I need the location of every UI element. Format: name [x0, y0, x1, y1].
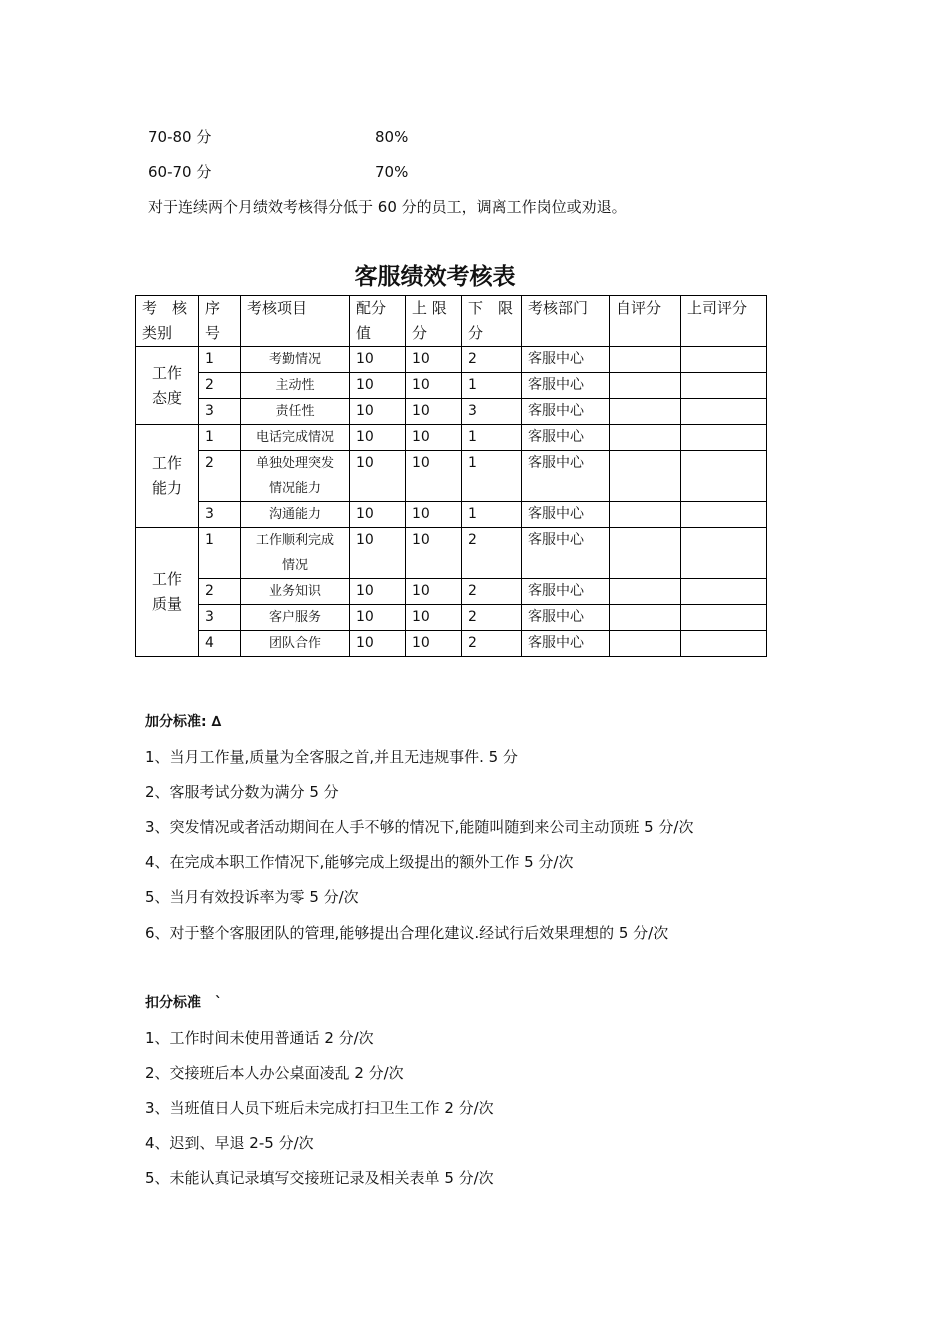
category-cell: 工作 能力 — [136, 425, 199, 528]
seq-cell: 3 — [199, 399, 241, 425]
dept-cell: 客服中心 — [522, 425, 610, 451]
self-score-cell — [610, 399, 681, 425]
seq-cell: 4 — [199, 631, 241, 657]
upper-cell: 10 — [406, 502, 462, 528]
self-score-cell — [610, 528, 681, 579]
bonus-item: 6、对于整个客服团队的管理,能够提出合理化建议.经试行后效果理想的 5 分/次 — [145, 924, 669, 942]
range-label: 60-70 分 — [148, 163, 212, 181]
self-score-cell — [610, 425, 681, 451]
table-row — [136, 347, 767, 373]
seq-cell: 2 — [199, 373, 241, 399]
header-seq: 序 号 — [199, 296, 241, 347]
table-body — [136, 347, 767, 657]
item-cell: 客户服务 — [241, 605, 350, 631]
table-row — [136, 631, 767, 657]
table-row — [136, 579, 767, 605]
lower-cell: 1 — [462, 451, 522, 502]
boss-score-cell — [681, 528, 767, 579]
header-self: 自评分 — [610, 296, 681, 347]
self-score-cell — [610, 451, 681, 502]
seq-cell: 1 — [199, 425, 241, 451]
upper-cell: 10 — [406, 605, 462, 631]
header-row — [136, 296, 767, 347]
table-row — [136, 502, 767, 528]
deduct-item: 5、未能认真记录填写交接班记录及相关表单 5 分/次 — [145, 1169, 494, 1187]
range-label: 70-80 分 — [148, 128, 212, 146]
upper-cell: 10 — [406, 399, 462, 425]
dept-cell: 客服中心 — [522, 451, 610, 502]
dept-cell: 客服中心 — [522, 579, 610, 605]
upper-cell: 10 — [406, 373, 462, 399]
category-cell: 工作 质量 — [136, 528, 199, 657]
lower-cell: 2 — [462, 347, 522, 373]
lower-cell: 3 — [462, 399, 522, 425]
upper-cell: 10 — [406, 347, 462, 373]
boss-score-cell — [681, 399, 767, 425]
table-title: 客服绩效考核表 — [354, 263, 516, 290]
self-score-cell — [610, 631, 681, 657]
header-boss: 上司评分 — [681, 296, 767, 347]
lower-cell: 2 — [462, 579, 522, 605]
seq-cell: 1 — [199, 528, 241, 579]
boss-score-cell — [681, 425, 767, 451]
range-row-2 — [148, 162, 211, 182]
deduct-item: 1、工作时间未使用普通话 2 分/次 — [145, 1029, 374, 1047]
item-cell: 业务知识 — [241, 579, 350, 605]
weight-cell: 10 — [350, 579, 406, 605]
seq-cell: 3 — [199, 502, 241, 528]
bonus-item: 1、当月工作量,质量为全客服之首,并且无违规事件. 5 分 — [145, 748, 518, 766]
bonus-item: 2、客服考试分数为满分 5 分 — [145, 783, 339, 801]
table-row — [136, 451, 767, 502]
weight-cell: 10 — [350, 451, 406, 502]
weight-cell: 10 — [350, 528, 406, 579]
dismissal-note: 对于连续两个月绩效考核得分低于 60 分的员工，调离工作岗位或劝退。 — [148, 198, 627, 216]
weight-cell: 10 — [350, 605, 406, 631]
table-row — [136, 373, 767, 399]
deduct-heading: 扣分标准 ` — [145, 995, 222, 1011]
upper-cell: 10 — [406, 579, 462, 605]
table-row — [136, 528, 767, 579]
lower-cell: 1 — [462, 502, 522, 528]
item-cell: 工作顺利完成 情况 — [241, 528, 350, 579]
self-score-cell — [610, 347, 681, 373]
header-lower: 下 限 分 — [462, 296, 522, 347]
weight-cell: 10 — [350, 425, 406, 451]
dept-cell: 客服中心 — [522, 631, 610, 657]
range-row-1 — [148, 127, 211, 147]
dept-cell: 客服中心 — [522, 502, 610, 528]
boss-score-cell — [681, 605, 767, 631]
lower-cell: 1 — [462, 425, 522, 451]
item-cell: 电话完成情况 — [241, 425, 350, 451]
self-score-cell — [610, 605, 681, 631]
self-score-cell — [610, 373, 681, 399]
seq-cell: 2 — [199, 451, 241, 502]
self-score-cell — [610, 579, 681, 605]
boss-score-cell — [681, 631, 767, 657]
table-row — [136, 399, 767, 425]
range-pct-1: 80% — [375, 128, 409, 146]
bonus-item: 4、在完成本职工作情况下,能够完成上级提出的额外工作 5 分/次 — [145, 853, 574, 871]
lower-cell: 2 — [462, 605, 522, 631]
item-cell: 团队合作 — [241, 631, 350, 657]
deduct-item: 3、当班值日人员下班后未完成打扫卫生工作 2 分/次 — [145, 1099, 494, 1117]
boss-score-cell — [681, 451, 767, 502]
deduct-item: 4、迟到、早退 2-5 分/次 — [145, 1134, 314, 1152]
upper-cell: 10 — [406, 528, 462, 579]
range-pct-2: 70% — [375, 163, 409, 181]
header-dept: 考核部门 — [522, 296, 610, 347]
bonus-item: 5、当月有效投诉率为零 5 分/次 — [145, 888, 359, 906]
bonus-item: 3、突发情况或者活动期间在人手不够的情况下,能随叫随到来公司主动顶班 5 分/次 — [145, 818, 694, 836]
item-cell: 主动性 — [241, 373, 350, 399]
upper-cell: 10 — [406, 631, 462, 657]
weight-cell: 10 — [350, 399, 406, 425]
item-cell: 沟通能力 — [241, 502, 350, 528]
bonus-heading: 加分标准: ∆ — [145, 714, 222, 730]
dept-cell: 客服中心 — [522, 373, 610, 399]
table-row — [136, 605, 767, 631]
item-cell: 责任性 — [241, 399, 350, 425]
header-upper: 上 限 分 — [406, 296, 462, 347]
weight-cell: 10 — [350, 502, 406, 528]
seq-cell: 1 — [199, 347, 241, 373]
header-item: 考核项目 — [241, 296, 350, 347]
boss-score-cell — [681, 579, 767, 605]
evaluation-table — [135, 295, 767, 657]
seq-cell: 2 — [199, 579, 241, 605]
boss-score-cell — [681, 502, 767, 528]
table-row — [136, 425, 767, 451]
item-cell: 考勤情况 — [241, 347, 350, 373]
dept-cell: 客服中心 — [522, 347, 610, 373]
lower-cell: 2 — [462, 631, 522, 657]
dept-cell: 客服中心 — [522, 399, 610, 425]
self-score-cell — [610, 502, 681, 528]
header-category: 考 核 类别 — [136, 296, 199, 347]
lower-cell: 1 — [462, 373, 522, 399]
boss-score-cell — [681, 347, 767, 373]
category-cell: 工作 态度 — [136, 347, 199, 425]
weight-cell: 10 — [350, 347, 406, 373]
seq-cell: 3 — [199, 605, 241, 631]
dept-cell: 客服中心 — [522, 605, 610, 631]
deduct-item: 2、交接班后本人办公桌面凌乱 2 分/次 — [145, 1064, 404, 1082]
dept-cell: 客服中心 — [522, 528, 610, 579]
upper-cell: 10 — [406, 425, 462, 451]
header-weight: 配分 值 — [350, 296, 406, 347]
boss-score-cell — [681, 373, 767, 399]
lower-cell: 2 — [462, 528, 522, 579]
weight-cell: 10 — [350, 631, 406, 657]
upper-cell: 10 — [406, 451, 462, 502]
weight-cell: 10 — [350, 373, 406, 399]
item-cell: 单独处理突发 情况能力 — [241, 451, 350, 502]
